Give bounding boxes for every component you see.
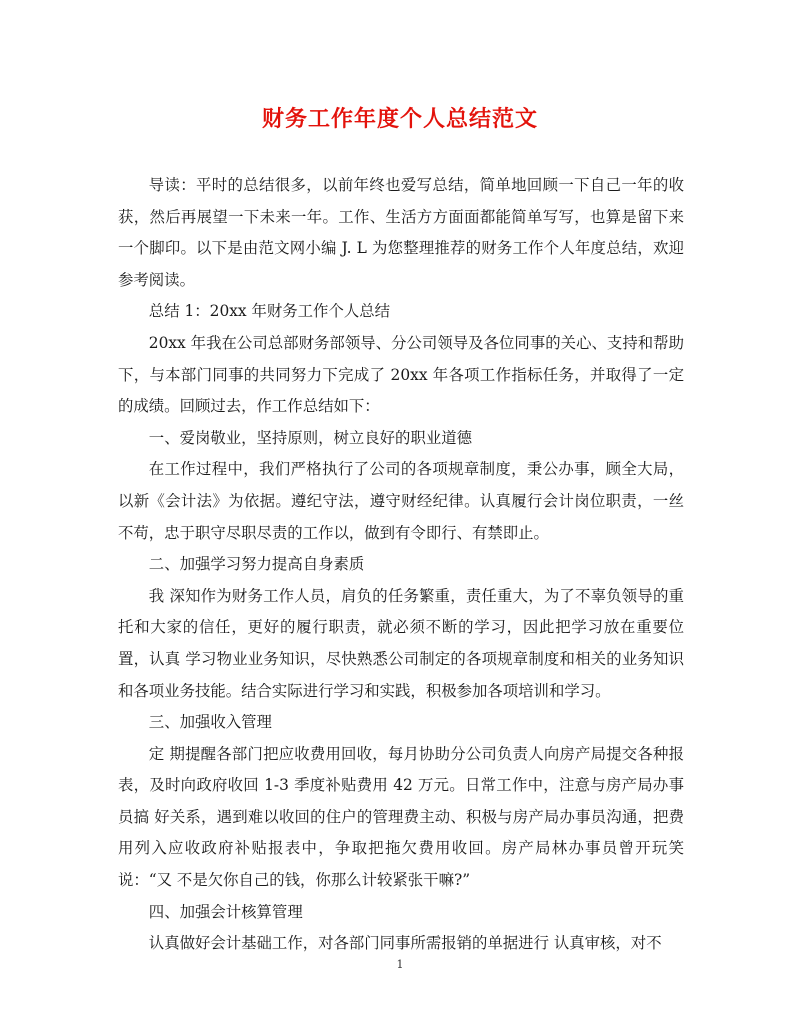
- document-title: 财务工作年度个人总结范文: [261, 106, 538, 132]
- section-heading-3: 三、加强收入管理: [148, 713, 272, 732]
- body-paragraph: 我 深知作为财务工作人员，肩负的任务繁重，责任重大，为了不辜负领导的重托和大家的信任，更好的履行职责，就必须不断的学习，因此把学习放在重要位置，认真 学习物业业务知识，尽快熟悉公司制定的各项规章制度和相关的业务知识和各项业务技能。结合实际进行学习和实践，积极参加各项培训和学习。: [118, 586, 684, 700]
- section-heading-2: 二、加强学习努力提高自身素质: [148, 555, 365, 574]
- section-heading-1: 一、爱岗敬业，坚持原则，树立良好的职业道德: [148, 428, 473, 447]
- document-body: [118, 170, 684, 960]
- body-paragraph: 20xx 年我在公司总部财务部领导、分公司领导及各位同事的关心、支持和帮助下，与本部门同事的共同努力下完成了 20xx 年各项工作指标任务，并取得了一定的成绩。回顾过去，作工作总结如下：: [118, 333, 684, 416]
- section-heading-summary-1: 总结 1：20xx 年财务工作个人总结: [148, 302, 391, 321]
- page-number: 1: [396, 958, 404, 971]
- section-heading-4: 四、加强会计核算管理: [148, 902, 303, 921]
- intro-paragraph: 导读：平时的总结很多，以前年终也爱写总结，简单地回顾一下自己一年的收获，然后再展望一下未来一年。工作、生活方方面面都能简单写写，也算是留下来一个脚印。以下是由范文网小编 J. L 为您整理推荐的财务工作个人年度总结，欢迎参考阅读。: [118, 176, 684, 289]
- body-paragraph: 定 期提醒各部门把应收费用回收，每月协助分公司负责人向房产局提交各种报表，及时向政府收回 1-3 季度补贴费用 42 万元。日常工作中，注意与房产局办事员搞 好关系，遇到难以收回的住户的管理费主动、积极与房产局办事员沟通，把费用列入应收政府补贴报表中，争取把拖欠费用收回。房产局林办事员曾开玩笑说：“又 不是欠你自己的钱，你那么计较紧张干嘛?”: [118, 744, 684, 890]
- body-paragraph: 在工作过程中，我们严格执行了公司的各项规章制度，秉公办事，顾全大局，以新《会计法》为依据。遵纪守法，遵守财经纪律。认真履行会计岗位职责，一丝不苟，忠于职守尽职尽责的工作以，做到有令即行、有禁即止。: [118, 460, 684, 542]
- body-paragraph: 认真做好会计基础工作，对各部门同事所需报销的单据进行 认真审核，对不: [148, 934, 662, 953]
